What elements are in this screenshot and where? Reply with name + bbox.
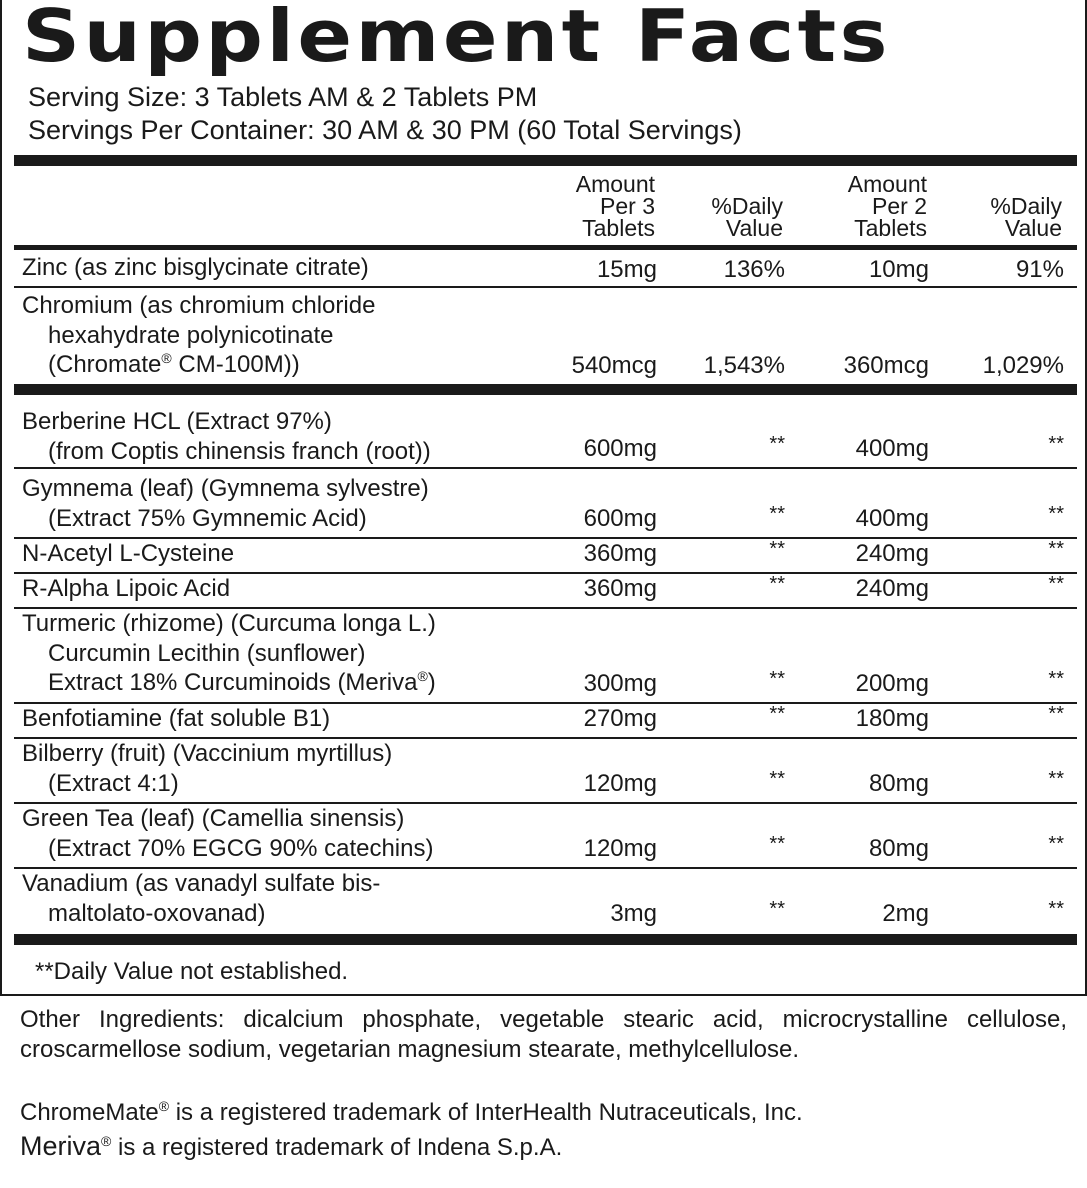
amount-pm: 400mg bbox=[855, 505, 929, 532]
ingredient-name-line: Turmeric (rhizome) (Curcuma longa L.) bbox=[22, 610, 436, 637]
ingredient-name bbox=[22, 609, 436, 698]
ingredient-row bbox=[14, 395, 1077, 467]
ingredient-row bbox=[14, 469, 1077, 537]
amount-pm: 400mg bbox=[855, 435, 929, 462]
text: (Chromate bbox=[48, 351, 162, 378]
amount-pm: 240mg bbox=[855, 575, 929, 602]
ingredient-name-line: (Extract 4:1) bbox=[48, 769, 179, 797]
ingredient-name bbox=[22, 739, 392, 798]
amount-am: 120mg bbox=[583, 835, 657, 862]
amount-pm: 2mg bbox=[882, 900, 929, 927]
servings-per-container: Servings Per Container: 30 AM & 30 PM (60 Total Servings) bbox=[28, 115, 742, 145]
amount-am: 3mg bbox=[610, 900, 657, 927]
daily-value-pm: 91% bbox=[1015, 256, 1064, 283]
header-pm-amount: Amount Per 2 Tablets bbox=[847, 171, 927, 241]
ingredient-name bbox=[22, 291, 375, 380]
text: Extract 18% Curcuminoids (Meriva bbox=[48, 669, 418, 696]
amount-pm: 180mg bbox=[855, 705, 929, 732]
ingredient-name-line: Zinc (as zinc bisglycinate citrate) bbox=[22, 254, 369, 281]
ingredient-name-line: R-Alpha Lipoic Acid bbox=[22, 575, 231, 602]
ingredient-name-line: (Extract 70% EGCG 90% catechins) bbox=[48, 834, 434, 862]
header-pm-daily-value: %Daily Value bbox=[990, 193, 1062, 241]
amount-am: 15mg bbox=[596, 256, 657, 283]
amount-am: 540mcg bbox=[571, 352, 657, 379]
ingredient-row bbox=[14, 539, 1077, 572]
daily-value-am: 136% bbox=[723, 256, 785, 283]
amount-pm: 240mg bbox=[855, 540, 929, 567]
registered-mark: ® bbox=[161, 350, 172, 366]
daily-value-pm: ** bbox=[1048, 668, 1064, 690]
trademark-chromemate: ChromeMate® is a registered trademark of InterHealth Nutraceuticals, Inc. bbox=[20, 1098, 803, 1126]
ingredient-name-line: Chromium (as chromium chloride bbox=[22, 292, 376, 319]
daily-value-am: ** bbox=[769, 503, 785, 525]
ingredient-row bbox=[14, 739, 1077, 802]
amount-pm: 200mg bbox=[855, 670, 929, 697]
daily-value-am: ** bbox=[769, 833, 785, 855]
ingredient-row bbox=[14, 574, 1077, 607]
ingredient-name-line: Berberine HCL (Extract 97%) bbox=[22, 408, 332, 435]
ingredient-name-line: Gymnema (leaf) (Gymnema sylvestre) bbox=[22, 475, 429, 502]
ingredient-name bbox=[22, 539, 234, 569]
daily-value-am: ** bbox=[769, 573, 785, 595]
daily-value-pm: ** bbox=[1048, 768, 1064, 790]
ingredient-name-line: (from Coptis chinensis franch (root)) bbox=[48, 437, 431, 465]
ingredient-name bbox=[22, 474, 429, 533]
ingredient-name bbox=[22, 407, 431, 466]
thick-divider-top bbox=[14, 155, 1077, 166]
daily-value-pm: ** bbox=[1048, 898, 1064, 920]
daily-value-am: ** bbox=[769, 768, 785, 790]
amount-am: 120mg bbox=[583, 770, 657, 797]
amount-am: 600mg bbox=[583, 505, 657, 532]
daily-value-pm: ** bbox=[1048, 538, 1064, 560]
text: ) bbox=[427, 669, 436, 696]
other-ingredients: Other Ingredients: dicalcium phosphate, vegetable stearic acid, microcrystalline cellulose, croscarmellose sodium, vegetarian magnesium stearate, methylcellulose. bbox=[20, 1006, 1067, 1063]
daily-value-pm: 1,029% bbox=[982, 352, 1064, 379]
amount-am: 360mg bbox=[583, 575, 657, 602]
ingredient-name bbox=[22, 804, 433, 863]
daily-value-pm: ** bbox=[1048, 433, 1064, 455]
ingredient-name-line bbox=[22, 668, 436, 698]
amount-am: 600mg bbox=[583, 435, 657, 462]
ingredient-name-line: hexahydrate polynicotinate bbox=[48, 321, 334, 349]
ingredient-row bbox=[14, 704, 1077, 737]
ingredient-name-line: N-Acetyl L-Cysteine bbox=[22, 540, 235, 567]
ingredient-name bbox=[22, 253, 369, 283]
amount-pm: 80mg bbox=[868, 770, 929, 797]
ingredient-name bbox=[22, 574, 230, 604]
ingredient-row bbox=[14, 804, 1077, 867]
ingredient-name-line: maltolato-oxovanad) bbox=[48, 899, 266, 927]
ingredient-row bbox=[14, 288, 1077, 384]
daily-value-footnote: **Daily Value not established. bbox=[35, 958, 349, 985]
amount-pm: 360mcg bbox=[843, 352, 929, 379]
daily-value-am: ** bbox=[769, 433, 785, 455]
panel-title: Supplement Facts bbox=[22, 0, 891, 78]
daily-value-pm: ** bbox=[1048, 833, 1064, 855]
header-am-daily-value: %Daily Value bbox=[711, 193, 783, 241]
ingredient-name-line: Vanadium (as vanadyl sulfate bis- bbox=[22, 870, 381, 897]
daily-value-pm: ** bbox=[1048, 703, 1064, 725]
ingredient-row bbox=[14, 250, 1077, 288]
ingredient-name-line: Green Tea (leaf) (Camellia sinensis) bbox=[22, 805, 405, 832]
ingredient-name-line: (Extract 75% Gymnemic Acid) bbox=[48, 504, 367, 532]
ingredient-name-line: Bilberry (fruit) (Vaccinium myrtillus) bbox=[22, 740, 393, 767]
daily-value-am: 1,543% bbox=[703, 352, 785, 379]
ingredient-row bbox=[14, 869, 1077, 932]
ingredient-name bbox=[22, 704, 330, 734]
thick-divider-bottom bbox=[14, 934, 1077, 945]
registered-mark: ® bbox=[417, 668, 428, 684]
trademark-meriva: Meriva® is a registered trademark of Indena S.p.A. bbox=[20, 1131, 563, 1161]
daily-value-pm: ** bbox=[1048, 573, 1064, 595]
header-am-amount: Amount Per 3 Tablets bbox=[575, 171, 655, 241]
daily-value-pm: ** bbox=[1048, 503, 1064, 525]
daily-value-am: ** bbox=[769, 703, 785, 725]
amount-am: 270mg bbox=[583, 705, 657, 732]
trademark-name: ChromeMate bbox=[20, 1099, 159, 1126]
serving-size: Serving Size: 3 Tablets AM & 2 Tablets PM bbox=[28, 82, 538, 112]
text: CM-100M)) bbox=[178, 351, 300, 378]
trademark-name: Meriva bbox=[20, 1131, 102, 1161]
daily-value-am: ** bbox=[769, 538, 785, 560]
ingredient-name bbox=[22, 869, 380, 928]
ingredient-row bbox=[14, 609, 1077, 702]
daily-value-am: ** bbox=[769, 898, 785, 920]
amount-pm: 80mg bbox=[868, 835, 929, 862]
ingredient-name-line: Benfotiamine (fat soluble B1) bbox=[22, 705, 331, 732]
amount-am: 360mg bbox=[583, 540, 657, 567]
daily-value-am: ** bbox=[769, 668, 785, 690]
thick-divider-middle bbox=[14, 384, 1077, 395]
amount-pm: 10mg bbox=[868, 256, 929, 283]
amount-am: 300mg bbox=[583, 670, 657, 697]
ingredient-name-line bbox=[22, 350, 375, 380]
ingredient-name-line: Curcumin Lecithin (sunflower) bbox=[48, 639, 366, 667]
